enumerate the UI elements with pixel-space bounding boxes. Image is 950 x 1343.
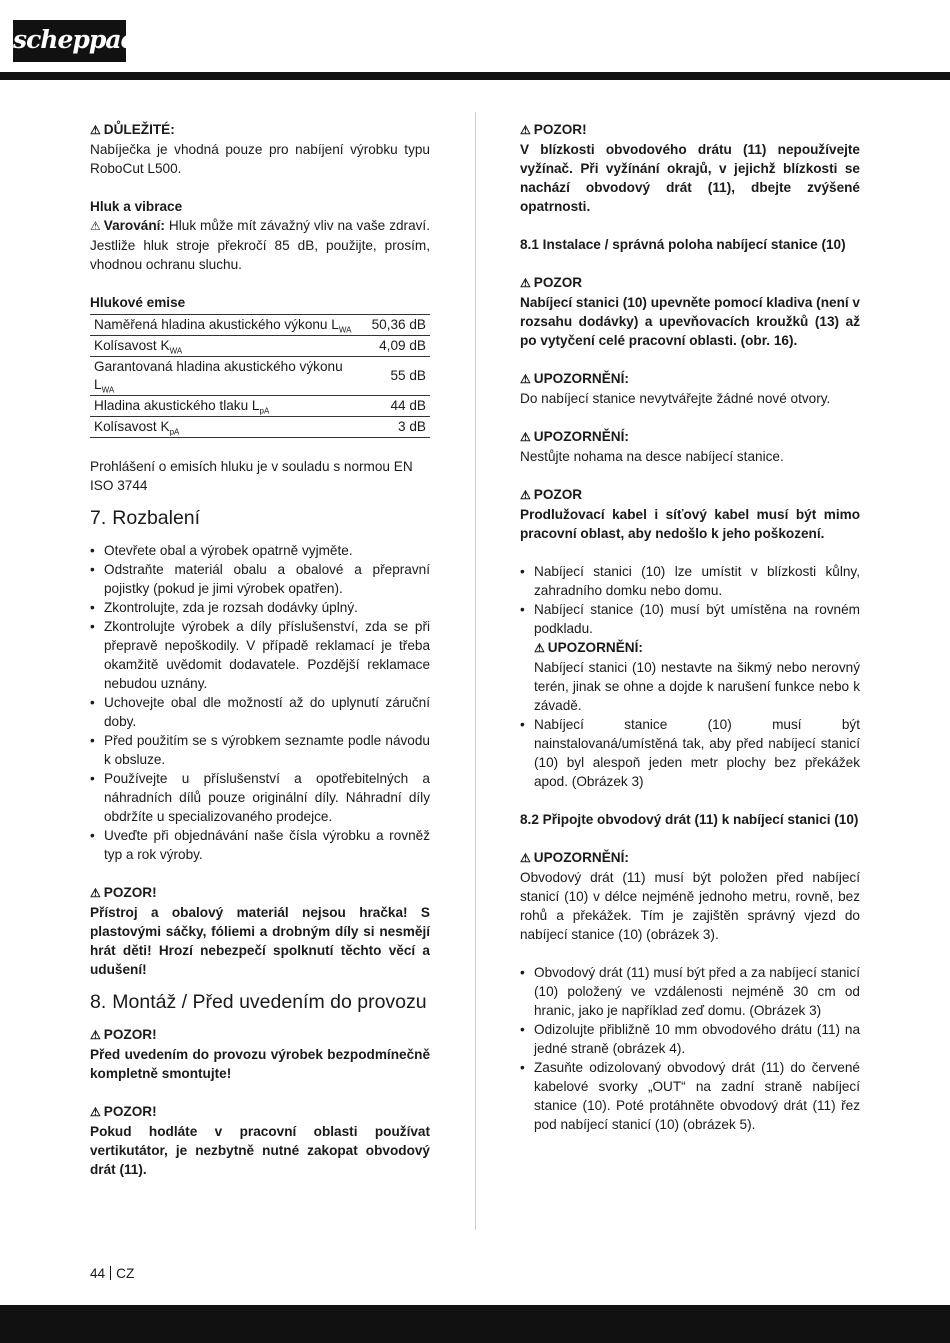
notice-heading: ⚠ UPOZORNĚNÍ: bbox=[534, 638, 860, 658]
list-item: • Uchovejte obal dle možností až do uplynutí záruční doby. bbox=[90, 693, 430, 731]
warning-icon: ⚠ bbox=[520, 488, 531, 502]
pozor-heading: ⚠ POZOR! bbox=[90, 1102, 430, 1122]
notice-text: Nestůjte nohama na desce nabíjecí stanice. bbox=[520, 449, 784, 464]
warning-icon: ⚠ bbox=[90, 886, 101, 900]
table-row bbox=[90, 357, 430, 396]
pozor-text: Pokud hodláte v pracovní oblasti používat vertikutátor, je nezbytně nutné zakopat obvodový drát (11). bbox=[90, 1124, 430, 1177]
table-cell-label: Naměřená hladina akustického výkonu $L_{WA}$ bbox=[90, 315, 368, 336]
table-cell-value: 4,09 dB bbox=[368, 336, 430, 357]
pozor-text: V blízkosti obvodového drátu (11) nepoužívejte vyžínač. Při vyžínání okrajů, v jejichž blízkosti se nachází obvodový drát (11), dbejte zvýšené opatrnosti. bbox=[520, 142, 860, 214]
emissions-heading: Hlukové emise bbox=[90, 295, 186, 310]
wire-list bbox=[520, 963, 860, 1134]
table-cell-value: 3 dB bbox=[368, 417, 430, 438]
pozor-heading: ⚠ POZOR! bbox=[520, 120, 860, 140]
notice-heading: ⚠ UPOZORNĚNÍ: bbox=[520, 427, 860, 447]
column-divider bbox=[475, 112, 476, 1230]
pozor-text: Před uvedením do provozu výrobek bezpodmínečně kompletně smontujte! bbox=[90, 1047, 430, 1081]
warning-icon: ⚠ bbox=[520, 276, 531, 290]
warning-icon: ⚠ bbox=[90, 123, 101, 137]
list-item: • Zkontrolujte, zda je rozsah dodávky úplný. bbox=[90, 598, 430, 617]
notice-text: Obvodový drát (11) musí být položen před nabíjecí stanicí (10) v délce nejméně jednoho metru, rovně, bez rohů a překážek. Tím je zajištěn správný vjezd do nabíjecí stanice (10) (obrázek 3). bbox=[520, 870, 860, 942]
right-column bbox=[520, 120, 860, 1134]
page-footer bbox=[90, 1264, 134, 1283]
pozor-text: Nabíjecí stanici (10) upevněte pomocí kladiva (není v rozsahu dodávky) a upevňovacích kroužků (13) až po vytyčení celé pracovní oblasti. (obr. 16). bbox=[520, 295, 860, 348]
notice-text: Nabíjecí stanici (10) nestavte na šikmý nebo nerovný terén, jinak se ohne a dojde k narušení funkce nebo k závadě. bbox=[534, 660, 860, 713]
table-cell-value: 55 dB bbox=[368, 357, 430, 396]
warning-icon: ⚠ bbox=[520, 123, 531, 137]
table-row bbox=[90, 315, 430, 336]
list-item: • Zasuňte odizolovaný obvodový drát (11) do červené kabelové svorky „OUT“ na zadní straně nabíjecí stanice (10). Poté protáhněte obvodový drát (11) řez pod nabíjecí stanicí (10) (obrázek 5). bbox=[520, 1058, 860, 1134]
footer-bar bbox=[0, 1305, 950, 1343]
brand-logo: scheppach bbox=[13, 20, 126, 62]
pozor-heading: ⚠ POZOR! bbox=[90, 883, 430, 903]
notice-text: Do nabíjecí stanice nevytvářejte žádné nové otvory. bbox=[520, 391, 831, 406]
table-cell-label: Garantovaná hladina akustického výkonu $L_{WA}$ bbox=[90, 357, 368, 396]
warning-icon: ⚠ bbox=[520, 851, 531, 865]
table-row bbox=[90, 417, 430, 438]
list-item: • Nabíjecí stanice (10) musí být umístěna na rovném podkladu. bbox=[520, 600, 860, 638]
header-rule bbox=[0, 72, 950, 80]
table-cell-label: Hladina akustického tlaku $L_{pA}$ bbox=[90, 396, 368, 417]
installation-list bbox=[520, 562, 860, 638]
table-cell-value: 44 dB bbox=[368, 396, 430, 417]
notice-heading: ⚠ UPOZORNĚNÍ: bbox=[520, 369, 860, 389]
list-note bbox=[520, 638, 860, 715]
noise-table bbox=[90, 314, 430, 438]
table-cell-label: Kolísavost $K_{pA}$ bbox=[90, 417, 368, 438]
noise-heading: Hluk a vibrace bbox=[90, 199, 183, 214]
list-item: • Nabíjecí stanice (10) musí být nainstalovaná/umístěná tak, aby před nabíjecí stanicí (10) byl alespoň jeden metr plochy bez překážek apod. (Obrázek 3) bbox=[520, 715, 860, 791]
warning-icon: ⚠ bbox=[90, 1105, 101, 1119]
warning-icon: ⚠ bbox=[520, 372, 531, 386]
list-item: • Uveďte při objednávání naše čísla výrobku a rovněž typ a rok výroby. bbox=[90, 826, 430, 864]
table-row bbox=[90, 396, 430, 417]
section-8-heading: 8. Montáž / Před uvedením do provozu bbox=[90, 991, 427, 1013]
installation-list-cont bbox=[520, 715, 860, 791]
list-item: • Nabíjecí stanici (10) lze umístit v blízkosti kůlny, zahradního domku nebo domu. bbox=[520, 562, 860, 600]
pozor-heading: ⚠ POZOR bbox=[520, 485, 860, 505]
noise-warning: ⚠ Varování: Hluk může mít závažný vliv na vaše zdraví. Jestliže hluk stroje překročí 85 dB, použijte, prosím, vhodnou ochranu sluchu. bbox=[90, 218, 430, 272]
list-item: • Odizolujte přibližně 10 mm obvodového drátu (11) na jedné straně (obrázek 4). bbox=[520, 1020, 860, 1058]
important-heading: ⚠ DŮLEŽITÉ: bbox=[90, 120, 430, 140]
page-number: 44 bbox=[90, 1266, 106, 1281]
notice-heading: ⚠ UPOZORNĚNÍ: bbox=[520, 848, 860, 868]
warning-icon: ⚠ bbox=[534, 641, 545, 655]
table-row bbox=[90, 336, 430, 357]
pozor-heading: ⚠ POZOR! bbox=[90, 1025, 430, 1045]
language-code: CZ bbox=[116, 1266, 135, 1281]
table-cell-value: 50,36 dB bbox=[368, 315, 430, 336]
important-text: Nabíječka je vhodná pouze pro nabíjení výrobku typu RoboCut L500. bbox=[90, 142, 430, 176]
list-item: • Otevřete obal a výrobek opatrně vyjměte. bbox=[90, 541, 430, 560]
section-8-2-heading: 8.2 Připojte obvodový drát (11) k nabíjecí stanici (10) bbox=[520, 812, 859, 827]
left-column bbox=[90, 120, 430, 1179]
pozor-text: Prodlužovací kabel i síťový kabel musí být mimo pracovní oblast, aby nedošlo k jeho poškození. bbox=[520, 507, 860, 541]
list-item: • Odstraňte materiál obalu a obalové a přepravní pojistky (pokud je jimi výrobek opatřen). bbox=[90, 560, 430, 598]
list-item: • Zkontrolujte výrobek a díly příslušenství, zda se při přepravě nepoškodily. V případě reklamací je třeba okamžitě uvědomit dodavatele. Pozdější reklamace nebudou uznány. bbox=[90, 617, 430, 693]
pozor-text: Přístroj a obalový materiál nejsou hračka! S plastovými sáčky, fóliemi a drobným díly si nesmějí hrát děti! Hrozí nebezpečí spolknutí těchto věcí a udušení! bbox=[90, 905, 430, 977]
section-7-list bbox=[90, 541, 430, 864]
section-7-heading: 7. Rozbalení bbox=[90, 507, 201, 529]
warning-icon: ⚠ bbox=[90, 219, 101, 233]
emission-declaration: Prohlášení o emisích hluku je v souladu s normou EN ISO 3744 bbox=[90, 459, 413, 493]
section-8-1-heading: 8.1 Instalace / správná poloha nabíjecí stanice (10) bbox=[520, 237, 846, 252]
warning-icon: ⚠ bbox=[520, 430, 531, 444]
list-item: • Před použitím se s výrobkem seznamte podle návodu k obsluze. bbox=[90, 731, 430, 769]
list-item: • Používejte u příslušenství a opotřebitelných a náhradních dílů pouze originální díly. Náhradní díly obdržíte u specializovaného prodejce. bbox=[90, 769, 430, 826]
pozor-heading: ⚠ POZOR bbox=[520, 273, 860, 293]
list-item: • Obvodový drát (11) musí být před a za nabíjecí stanicí (10) položený ve vzdálenosti nejméně 30 cm od hranic, jako je například zeď domu. (Obrázek 3) bbox=[520, 963, 860, 1020]
warning-icon: ⚠ bbox=[90, 1028, 101, 1042]
table-cell-label: Kolísavost $K_{WA}$ bbox=[90, 336, 368, 357]
